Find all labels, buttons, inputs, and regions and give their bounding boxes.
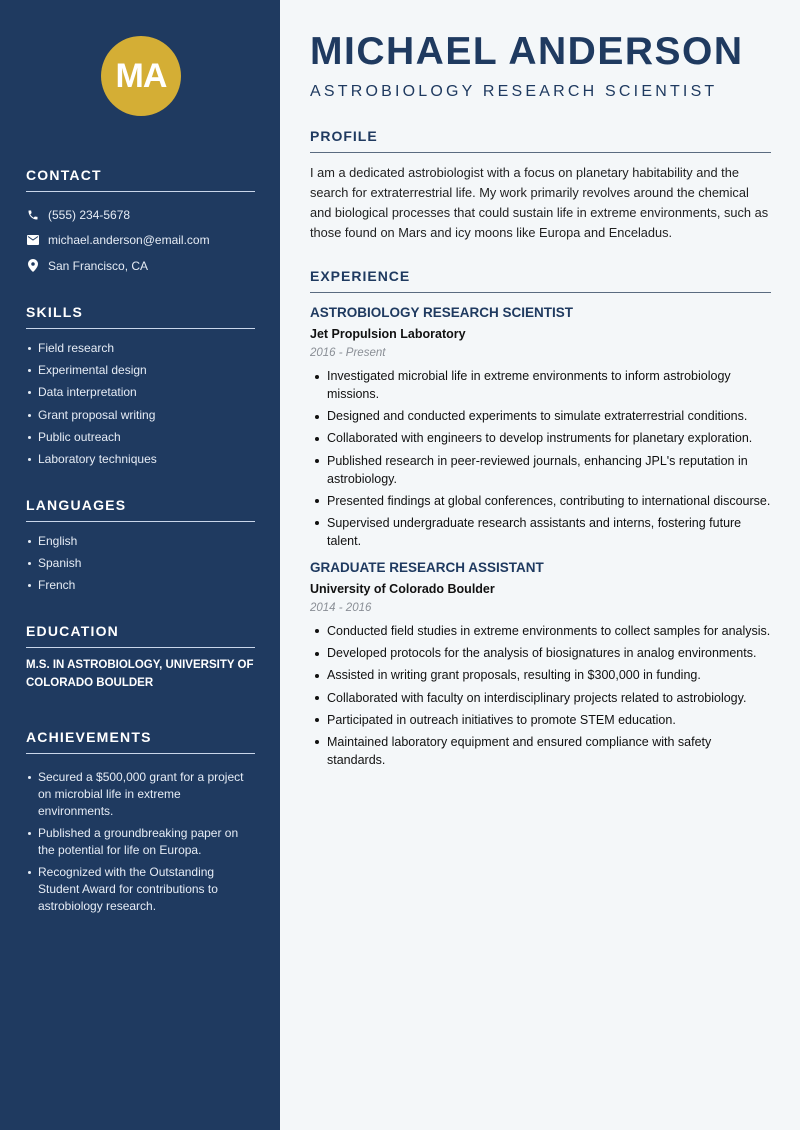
contact-list xyxy=(26,202,255,279)
contact-location xyxy=(26,253,255,279)
job-bullets xyxy=(310,367,771,550)
language-item: Spanish xyxy=(26,552,255,574)
job-bullet: Supervised undergraduate research assistants and interns, fostering future talent. xyxy=(310,514,771,550)
job-bullet: Participated in outreach initiatives to promote STEM education. xyxy=(310,711,771,729)
job-company: Jet Propulsion Laboratory xyxy=(310,327,466,341)
contact-email xyxy=(26,228,255,254)
contact-email-text: michael.anderson@email.com xyxy=(48,233,210,248)
achievement-item: Recognized with the Outstanding Student Award for contributions to astrobiology research. xyxy=(26,864,255,915)
skills-heading: SKILLS xyxy=(26,304,255,329)
location-pin-icon xyxy=(26,259,40,273)
profile-heading: PROFILE xyxy=(310,128,771,153)
skill-item: Grant proposal writing xyxy=(26,404,255,426)
achievement-item: Published a groundbreaking paper on the potential for life on Europa. xyxy=(26,825,255,859)
contact-phone-text: (555) 234-5678 xyxy=(48,207,131,222)
languages-heading: LANGUAGES xyxy=(26,497,255,522)
skill-item: Laboratory techniques xyxy=(26,448,255,470)
job-bullet: Maintained laboratory equipment and ensured compliance with safety standards. xyxy=(310,733,771,769)
profile-text: I am a dedicated astrobiologist with a focus on planetary habitability and the search for extraterrestrial life. My work primarily revolves around the chemical and biological processes that could sustain life in extreme environments, such as those found on Mars and icy moons like Europa and Enceladus. xyxy=(310,165,769,240)
job-bullet: Investigated microbial life in extreme environments to inform astrobiology missions. xyxy=(310,367,771,403)
education-heading: EDUCATION xyxy=(26,623,255,648)
job-title: ASTROBIOLOGY RESEARCH SCIENTIST xyxy=(310,305,574,320)
contact-location-text: San Francisco, CA xyxy=(48,258,149,273)
contact-heading: CONTACT xyxy=(26,167,255,192)
job-bullets xyxy=(310,622,771,769)
languages-section xyxy=(26,497,255,597)
achievements-list xyxy=(26,769,255,915)
profile-section xyxy=(310,128,771,243)
job-bullet: Conducted field studies in extreme environments to collect samples for analysis. xyxy=(310,622,771,640)
education-section xyxy=(26,623,255,692)
job-dates: 2014 - 2016 xyxy=(310,601,372,614)
job-bullet: Designed and conducted experiments to simulate extraterrestrial conditions. xyxy=(310,407,771,425)
contact-phone xyxy=(26,202,255,228)
achievements-heading: ACHIEVEMENTS xyxy=(26,729,255,754)
achievement-item: Secured a $500,000 grant for a project on microbial life in extreme environments. xyxy=(26,769,255,820)
language-item: English xyxy=(26,530,255,552)
skills-section xyxy=(26,304,255,470)
phone-icon xyxy=(26,208,40,222)
job-title: GRADUATE RESEARCH ASSISTANT xyxy=(310,559,544,575)
skills-list xyxy=(26,337,255,470)
job-dates: 2016 - Present xyxy=(310,347,386,359)
candidate-name: MICHAEL ANDERSON xyxy=(310,30,744,73)
experience-section xyxy=(310,268,771,773)
language-item: French xyxy=(26,574,255,596)
candidate-title: ASTROBIOLOGY RESEARCH SCIENTIST xyxy=(310,83,718,100)
contact-section xyxy=(26,167,255,279)
achievements-section xyxy=(26,729,255,920)
job-bullet: Developed protocols for the analysis of biosignatures in analog environments. xyxy=(310,644,771,662)
email-icon xyxy=(26,233,40,247)
skill-item: Public outreach xyxy=(26,426,255,448)
languages-list xyxy=(26,530,255,597)
job-bullet: Presented findings at global conferences, contributing to international discourse. xyxy=(310,492,771,510)
avatar-initials: MA xyxy=(115,56,167,95)
job-entry xyxy=(310,560,771,769)
experience-heading: EXPERIENCE xyxy=(310,268,771,293)
job-bullet: Collaborated with engineers to develop instruments for planetary exploration. xyxy=(310,429,771,447)
job-bullet: Assisted in writing grant proposals, resulting in $300,000 in funding. xyxy=(310,666,771,684)
avatar xyxy=(101,36,181,116)
job-company: University of Colorado Boulder xyxy=(310,581,495,596)
sidebar xyxy=(0,0,280,1130)
job-bullet: Published research in peer-reviewed journals, enhancing JPL's reputation in astrobiology. xyxy=(310,452,771,488)
skill-item: Data interpretation xyxy=(26,381,255,403)
skill-item: Field research xyxy=(26,337,255,359)
job-entry xyxy=(310,305,771,550)
skill-item: Experimental design xyxy=(26,359,255,381)
education-degree: M.S. IN ASTROBIOLOGY, UNIVERSITY OF COLORADO BOULDER xyxy=(26,659,254,689)
job-bullet: Collaborated with faculty on interdisciplinary projects related to astrobiology. xyxy=(310,689,771,707)
